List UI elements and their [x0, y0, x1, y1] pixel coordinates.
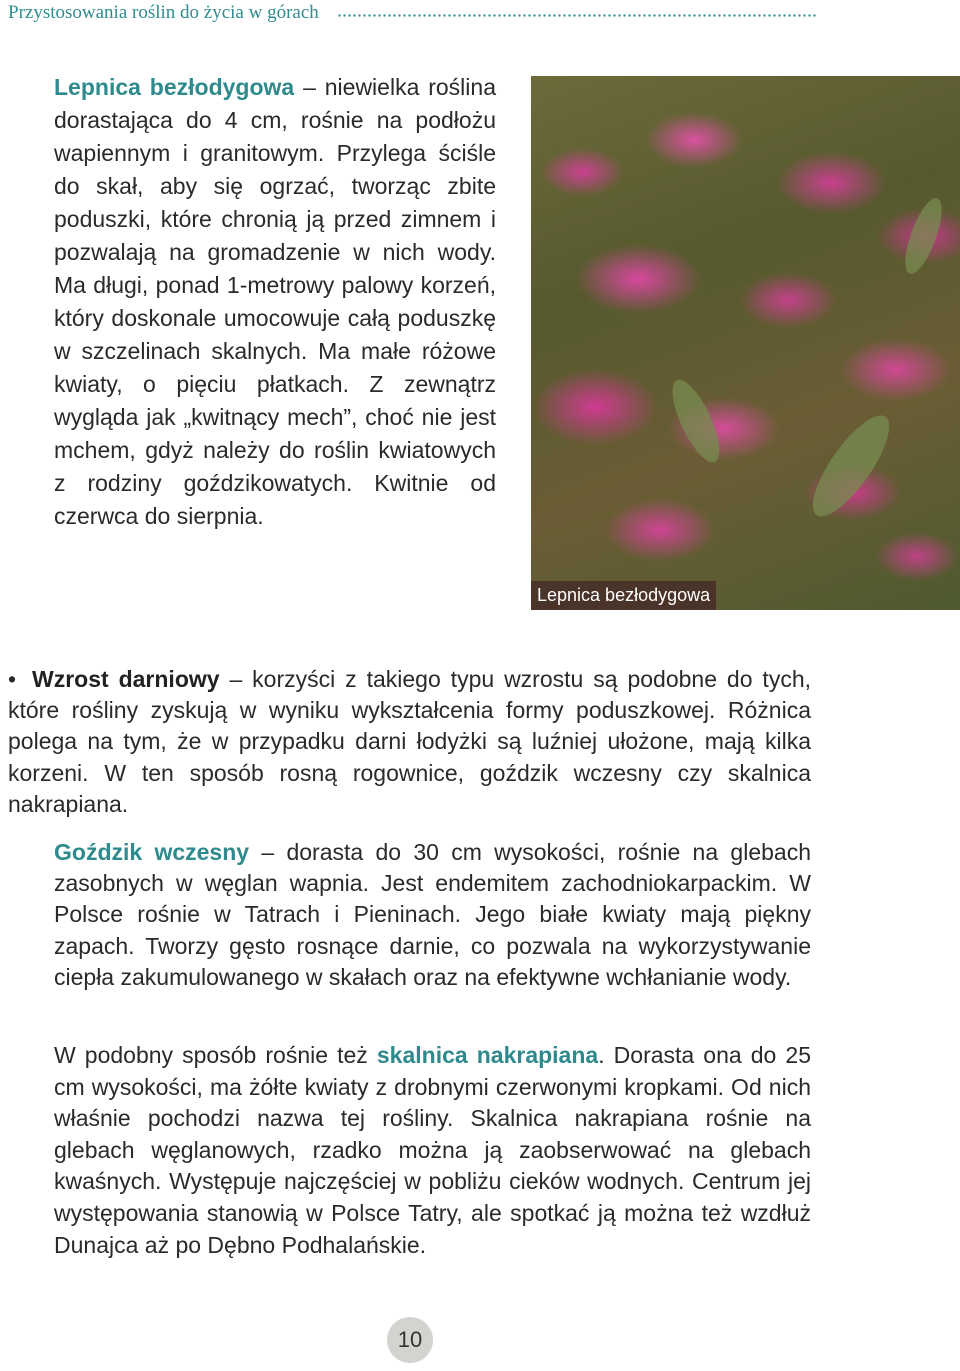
- term-skalnica: skalnica nakrapiana: [376, 1042, 599, 1068]
- term-gozdzik: Goździk wczesny: [54, 839, 250, 865]
- running-header: [8, 0, 818, 24]
- term-lepnica: Lepnica bezłodygowa: [54, 74, 295, 100]
- paragraph-skalnica-text: . Dorasta ona do 25 cm wysokości, ma żółte kwiaty z drobnymi czerwonymi kropkami. Od nich właśnie pochodzi nazwa tej rośliny. Skalnica nakrapiana rośnie na glebach węglanowych, rzadko można ją zaobserwować na glebach kwaśnych. Występuje najczęściej w pobliżu cieków wodnych. Centrum jej występowania stanowią w Polsce Tatry, ale spotkać ją można też wzdłuż Dunajca aż po Dębno Podhalańskie.: [54, 1042, 812, 1258]
- header-dotted-rule: [337, 14, 818, 17]
- page-number: 10: [397, 1327, 423, 1352]
- paragraph-skalnica: [54, 1040, 811, 1261]
- leaf-shape: [898, 194, 949, 278]
- paragraph-wzrost-darniowy: [8, 664, 811, 820]
- term-wzrost-darniowy: Wzrost darniowy: [32, 666, 220, 692]
- paragraph-lepnica: [54, 71, 496, 533]
- photo-caption: Lepnica bezłodygowa: [531, 581, 716, 610]
- bullet-point: •: [8, 666, 17, 692]
- leaf-shape: [800, 405, 902, 526]
- header-title: Przystosowania roślin do życia w górach: [8, 1, 319, 23]
- paragraph-gozdzik: [54, 837, 811, 993]
- paragraph-gozdzik-text: – dorasta do 30 cm wysokości, rośnie na glebach zasobnych w węglan wapnia. Jest endemitem zachodniokarpackim. W Polsce rośnie w Tatrach i Pieninach. Jego białe kwiaty mają piękny zapach. Tworzy gęsto rosnące darnie, co pozwala na wykorzystywanie ciepła zakumulowanego w skałach oraz na efektywne wchłanianie wody.: [54, 839, 811, 990]
- leaf-shape: [663, 374, 728, 468]
- paragraph-wzrost-text: – korzyści z takiego typu wzrostu są podobne do tych, które rośliny zyskują w wyniku wykształcenia formy poduszkowej. Różnica polega na tym, że w przypadku darni łodyżki są luźniej ułożone, mają kilka korzeni. W ten sposób rosną rogownice, goździk wczesny czy skalnica nakrapiana.: [8, 666, 811, 817]
- paragraph-lepnica-text: – niewielka roślina dorastająca do 4 cm, rośnie na podłożu wapiennym i granitowym. Przylega ściśle do skał, aby się ogrzać, tworząc zbite poduszki, które chronią ją przed zimnem i pozwalają na gromadzenie w nich wody. Ma długi, ponad 1-metrowy palowy korzeń, który doskonale umocowuje całą poduszkę w szczelinach skalnych. Ma małe różowe kwiaty, o pięciu płatkach. Z zewnątrz wygląda jak „kwitnący mech”, choć nie jest mchem, gdyż należy do roślin kwiatowych z rodziny goździkowatych. Kwitnie od czerwca do sierpnia.: [54, 74, 496, 529]
- page-number-badge: [387, 1317, 433, 1363]
- photo-lepnica: [531, 76, 960, 610]
- paragraph-skalnica-prefix: W podobny sposób rośnie też: [54, 1042, 377, 1068]
